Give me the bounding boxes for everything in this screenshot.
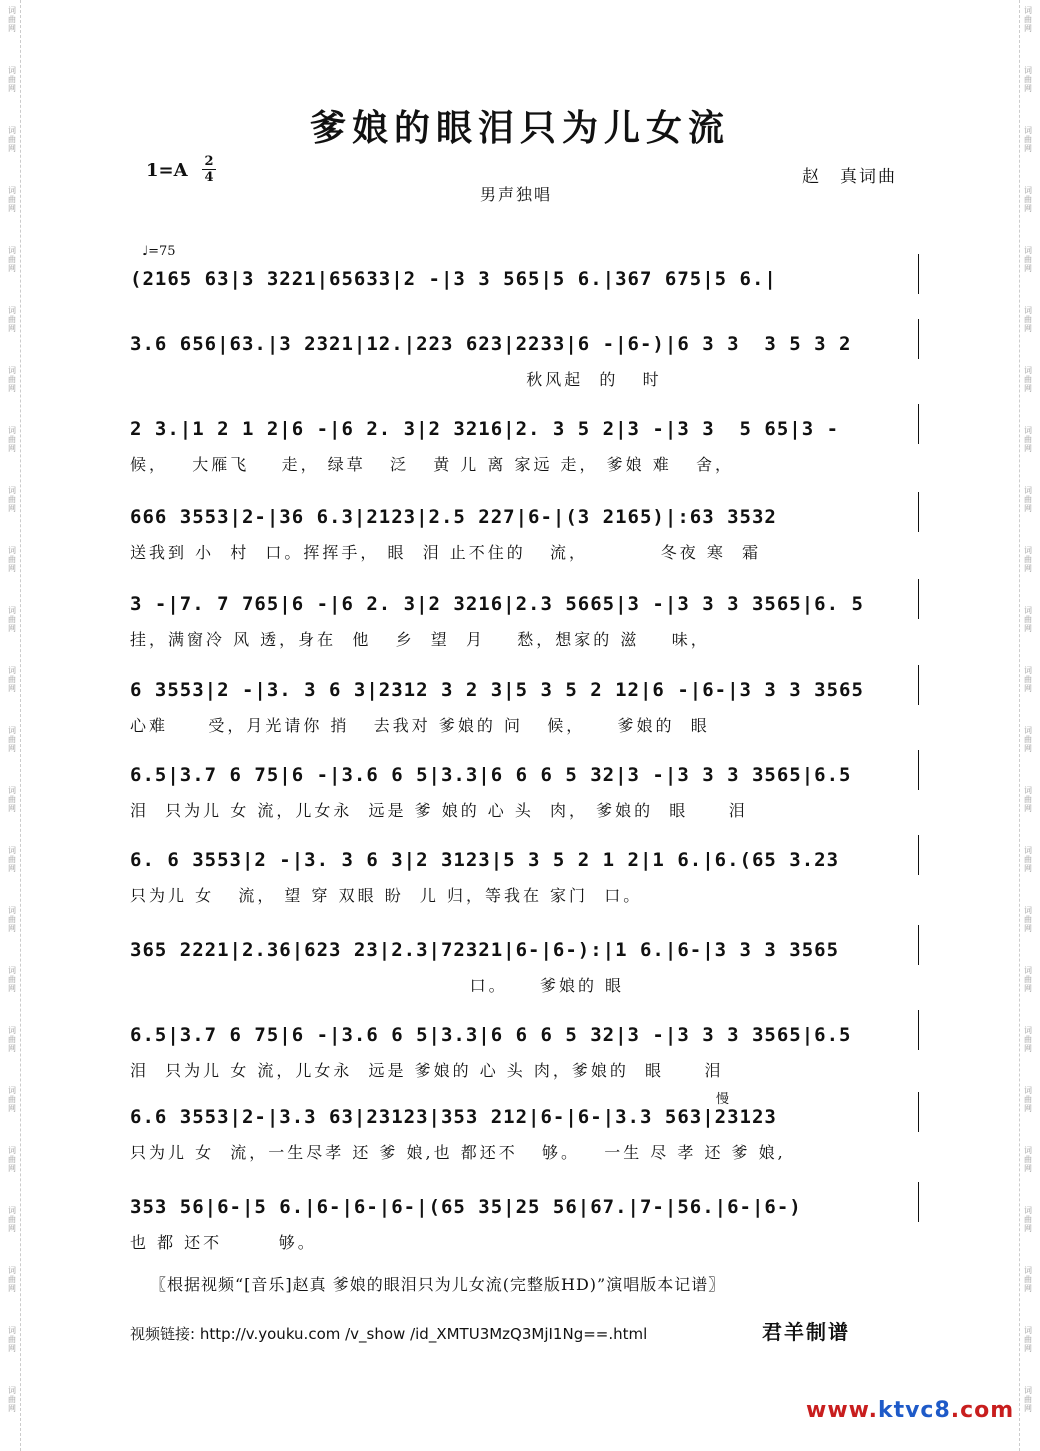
- watermark-text: 词 曲 网: [8, 126, 16, 153]
- barline: [918, 1010, 919, 1050]
- barline: [918, 925, 919, 965]
- notation-line: 353 56|6-|5 6.|6-|6-|6-|(65 35|25 56|67.|7-|56.|6-|6-): [130, 1196, 802, 1218]
- watermark-text: 词 曲 网: [1024, 1026, 1032, 1053]
- notation-line: 3.6 656|63.|3 2321|12.|223 623|2233|6 -|6-)|6 3 3 3 5 3 2: [130, 333, 852, 355]
- lyrics-line: 也 都 还不 够。: [130, 1233, 317, 1252]
- watermark-text: 词 曲 网: [8, 1026, 16, 1053]
- site-logo[interactable]: [806, 1398, 1014, 1423]
- barline: [918, 750, 919, 790]
- site-part-2: ktvc8: [877, 1398, 951, 1423]
- watermark-text: 词 曲 网: [1024, 726, 1032, 753]
- watermark-text: 词 曲 网: [8, 366, 16, 393]
- video-link[interactable]: 视频链接: http://v.youku.com /v_show /id_XMTU3MzQ3MjI1Ng==.html: [130, 1325, 648, 1343]
- watermark-text: 词 曲 网: [1024, 306, 1032, 333]
- lyrics-line: 心难 受，月光请你 捎 去我对 爹娘的 问 候， 爹娘的 眼: [130, 716, 710, 735]
- watermark-text: 词 曲 网: [1024, 366, 1032, 393]
- lyrics-line: 只为儿 女 流， 望 穿 双眼 盼 儿 归，等我在 家门 口。: [130, 886, 643, 905]
- time-signature: [202, 154, 216, 185]
- lyrics-line: 挂，满窗冷 风 透，身在 他 乡 望 月 愁，想家的 滋 味，: [130, 630, 710, 649]
- lyrics-line: 口。 爹娘的 眼: [130, 976, 625, 995]
- transcription-source-note: 〖根据视频“[音乐]赵真 爹娘的眼泪只为儿女流(完整版HD)”演唱版本记谱〗: [150, 1275, 726, 1294]
- lyrics-line: 只为儿 女 流，一生尽孝 还 爹 娘,也 都还不 够。 一生 尽 孝 还 爹 娘,: [130, 1143, 786, 1162]
- lyrics-line: 秋风起 的 时: [130, 370, 662, 389]
- notation-line: 3 -|7. 7 765|6 -|6 2. 3|2 3216|2.3 5665|3 -|3 3 3 3565|6. 5: [130, 593, 864, 615]
- watermark-text: 词 曲 网: [1024, 1386, 1032, 1413]
- lyrics-line: 候， 大雁飞 走， 绿草 泛 黄 儿 离 家远 走， 爹娘 难 舍，: [130, 455, 734, 474]
- site-part-3: .com: [950, 1398, 1015, 1423]
- notation-line: 666 3553|2-|36 6.3|2123|2.5 227|6-|(3 2165)|:63 3532: [130, 506, 777, 528]
- barline: [918, 254, 919, 294]
- watermark-text: 词 曲 网: [8, 1386, 16, 1413]
- watermark-text: 词 曲 网: [1024, 246, 1032, 273]
- tempo-marking: ♩=75: [142, 244, 176, 259]
- watermark-text: 词 曲 网: [1024, 66, 1032, 93]
- watermark-text: 词 曲 网: [1024, 126, 1032, 153]
- lyrics-line: 泪 只为儿 女 流，儿女永 远是 爹娘的 心 头 肉，爹娘的 眼 泪: [130, 1061, 724, 1080]
- watermark-text: 词 曲 网: [1024, 906, 1032, 933]
- slow-marking: 慢: [716, 1092, 730, 1107]
- watermark-text: 词 曲 网: [8, 1206, 16, 1233]
- watermark-text: 词 曲 网: [8, 846, 16, 873]
- barline: [918, 579, 919, 619]
- barline: [918, 492, 919, 532]
- watermark-text: 词 曲 网: [1024, 1086, 1032, 1113]
- key-signature: 1=A: [146, 160, 188, 181]
- watermark-text: 词 曲 网: [8, 666, 16, 693]
- watermark-text: 词 曲 网: [1024, 786, 1032, 813]
- watermark-text: 词 曲 网: [1024, 1266, 1032, 1293]
- watermark-text: 词 曲 网: [8, 426, 16, 453]
- notation-line: 6.6 3553|2-|3.3 63|23123|353 212|6-|6-|3.3 563|23123: [130, 1106, 777, 1128]
- watermark-text: 词 曲 网: [1024, 1326, 1032, 1353]
- watermark-text: 词 曲 网: [1024, 546, 1032, 573]
- watermark-text: 词 曲 网: [1024, 1206, 1032, 1233]
- transcriber-signature: 君羊制谱: [762, 1320, 850, 1344]
- watermark-text: 词 曲 网: [8, 546, 16, 573]
- watermark-text: 词 曲 网: [8, 1326, 16, 1353]
- watermark-text: 词 曲 网: [1024, 486, 1032, 513]
- barline: [918, 319, 919, 359]
- watermark-text: 词 曲 网: [8, 1266, 16, 1293]
- lyrics-line: 送我到 小 村 口。挥挥手， 眼 泪 止不住的 流， 冬夜 寒 霜: [130, 543, 762, 562]
- watermark-text: 词 曲 网: [8, 6, 16, 33]
- watermark-text: 词 曲 网: [8, 786, 16, 813]
- watermark-text: 词 曲 网: [8, 486, 16, 513]
- watermark-text: 词 曲 网: [1024, 6, 1032, 33]
- notation-line: 365 2221|2.36|623 23|2.3|72321|6-|6-):|1 6.|6-|3 3 3 3565: [130, 939, 840, 961]
- watermark-text: 词 曲 网: [1024, 186, 1032, 213]
- notation-line: (2165 63|3 3221|65633|2 -|3 3 565|5 6.|367 675|5 6.|: [130, 268, 777, 290]
- watermark-text: 词 曲 网: [8, 966, 16, 993]
- site-part-1: www.: [806, 1398, 878, 1423]
- watermark-text: 词 曲 网: [1024, 846, 1032, 873]
- watermark-text: 词 曲 网: [1024, 606, 1032, 633]
- song-title: 爹娘的眼泪只为儿女流: [309, 107, 730, 149]
- watermark-text: 词 曲 网: [1024, 426, 1032, 453]
- watermark-text: 词 曲 网: [8, 246, 16, 273]
- watermark-text: 词 曲 网: [1024, 666, 1032, 693]
- notation-line: 2 3.|1 2 1 2|6 -|6 2. 3|2 3216|2. 3 5 2|3 -|3 3 5 65|3 -: [130, 418, 840, 440]
- time-signature-bottom: 4: [202, 169, 216, 185]
- watermark-text: 词 曲 网: [1024, 966, 1032, 993]
- barline: [918, 665, 919, 705]
- notation-line: 6.5|3.7 6 75|6 -|3.6 6 5|3.3|6 6 6 5 32|3 -|3 3 3 3565|6.5: [130, 764, 852, 786]
- watermark-text: 词 曲 网: [8, 606, 16, 633]
- watermark-text: 词 曲 网: [8, 66, 16, 93]
- watermark-text: 词 曲 网: [8, 1146, 16, 1173]
- barline: [918, 835, 919, 875]
- composer: 赵 真词曲: [802, 167, 897, 187]
- watermark-text: 词 曲 网: [8, 1086, 16, 1113]
- watermark-text: 词 曲 网: [8, 186, 16, 213]
- notation-line: 6. 6 3553|2 -|3. 3 6 3|2 3123|5 3 5 2 1 2|1 6.|6.(65 3.23: [130, 849, 840, 871]
- barline: [918, 404, 919, 444]
- barline: [918, 1182, 919, 1222]
- notation-line: 6 3553|2 -|3. 3 6 3|2312 3 2 3|5 3 5 2 12|6 -|6-|3 3 3 3565: [130, 679, 864, 701]
- watermark-text: 词 曲 网: [8, 906, 16, 933]
- barline: [918, 1092, 919, 1132]
- time-signature-top: 2: [204, 154, 214, 169]
- performer: 男声独唱: [480, 185, 553, 204]
- watermark-text: 词 曲 网: [8, 306, 16, 333]
- watermark-text: 词 曲 网: [1024, 1146, 1032, 1173]
- notation-line: 6.5|3.7 6 75|6 -|3.6 6 5|3.3|6 6 6 5 32|3 -|3 3 3 3565|6.5: [130, 1024, 852, 1046]
- lyrics-line: 泪 只为儿 女 流，儿女永 远是 爹 娘的 心 头 肉， 爹娘的 眼 泪: [130, 801, 748, 820]
- watermark-text: 词 曲 网: [8, 726, 16, 753]
